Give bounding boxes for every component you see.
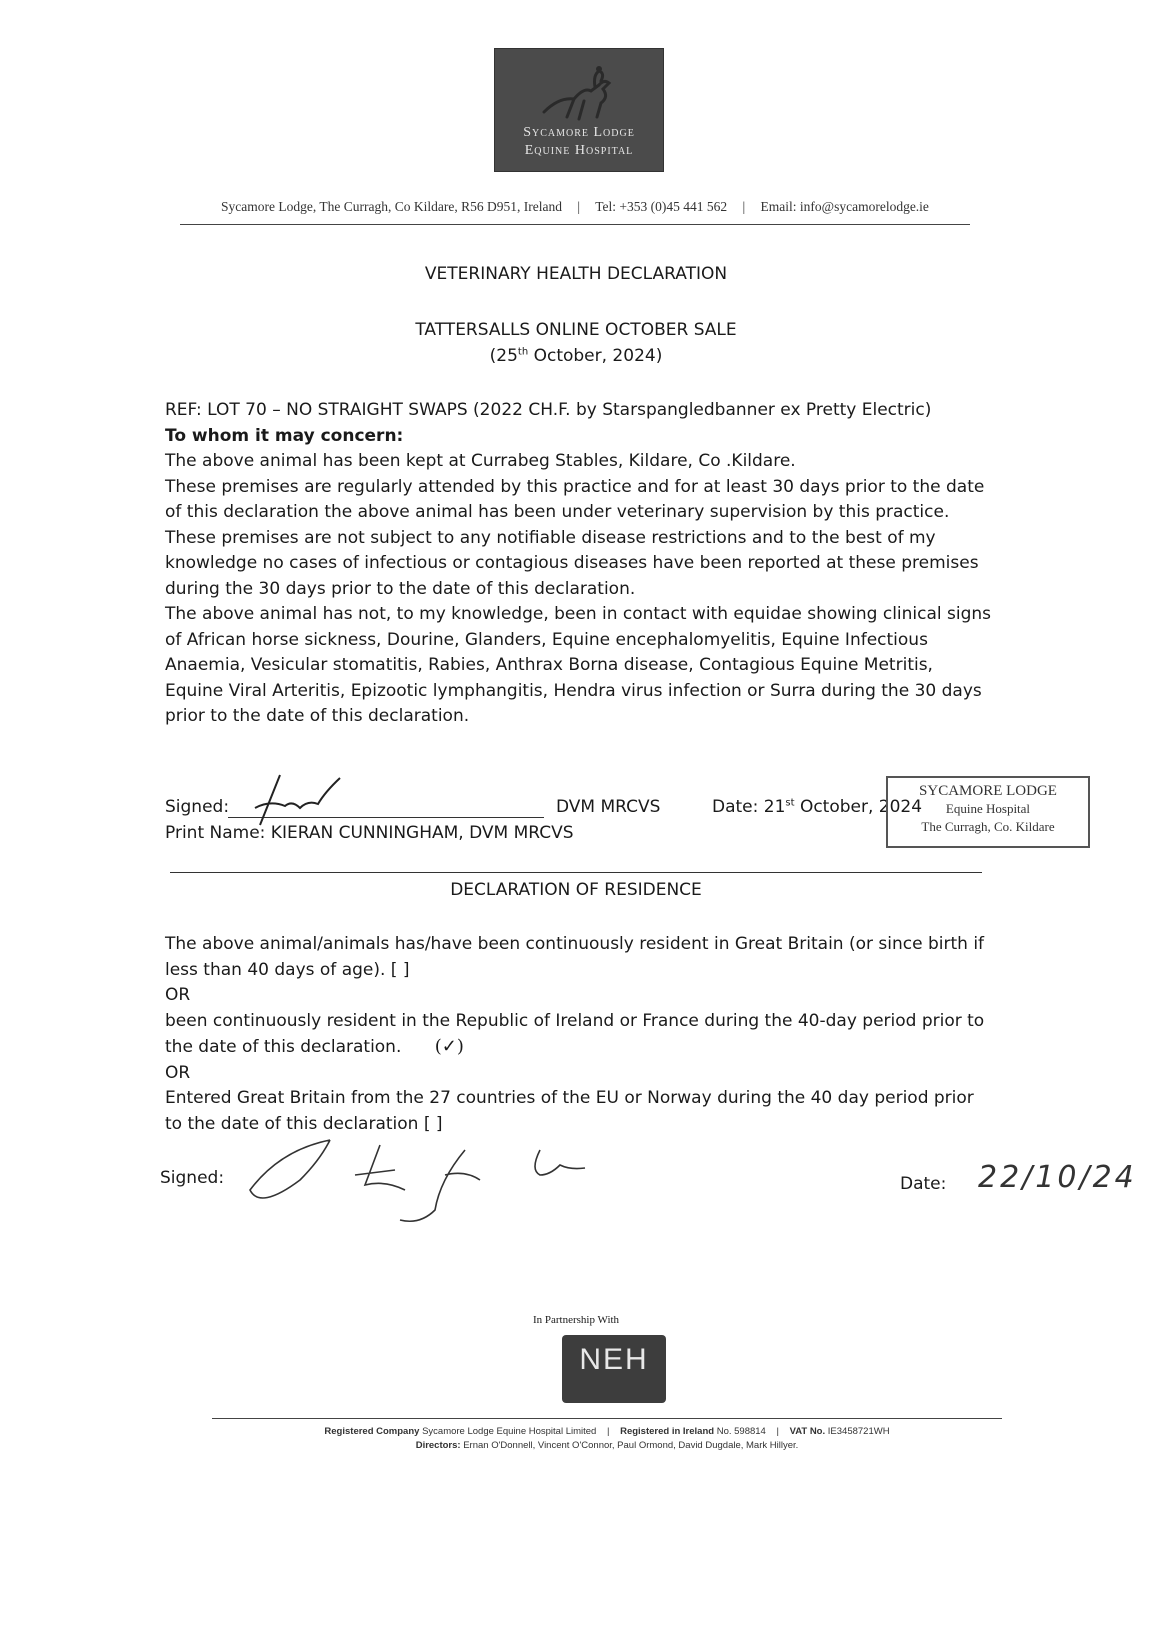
paragraph-supervision: These premises are regularly attended by this practice and for at least 30 days prior to the date of this declaration the above animal has been under veterinary supervision by this practice. [165, 476, 985, 522]
owner-signed-label: Signed: [160, 1168, 225, 1188]
document-title: VETERINARY HEALTH DECLARATION [424, 264, 728, 284]
footer-directors: Directors: Ernan O'Donnell, Vincent O'Connor, Paul Ormond, David Dugdale, Mark Hillyer. [415, 1440, 799, 1451]
header-divider [180, 224, 970, 225]
vet-print-name: Print Name: KIERAN CUNNINGHAM, DVM MRCVS [165, 823, 574, 843]
residence-tick-mark: (✓) [434, 1036, 464, 1057]
vet-signature-scribble [230, 770, 370, 830]
horse-rider-icon [529, 57, 629, 127]
header-email[interactable]: Email: info@sycamorelodge.ie [760, 199, 929, 214]
header-tel: Tel: +353 (0)45 441 562 [595, 199, 728, 214]
vet-signed-label: Signed: [165, 797, 230, 817]
hospital-logo [494, 48, 664, 172]
paragraph-restrictions: These premises are not subject to any notifiable disease restrictions and to the best of my knowledge no cases of infectious or contagious diseases have been reported at these premises during the 30 days prior to the date of this declaration. [165, 527, 979, 599]
footer-divider [212, 1418, 1002, 1419]
residence-option-roi-france: been continuously resident in the Republic of Ireland or France during the 40-day period prior to the date of this declaration. (✓) [165, 1010, 985, 1057]
declaration-body [165, 398, 995, 730]
neh-logo: NEH [562, 1335, 666, 1403]
vet-signature-date: Date: 21st October, 2024 [712, 797, 923, 817]
partnership-caption: In Partnership With [532, 1314, 620, 1326]
residence-or-1: OR [165, 985, 191, 1005]
sale-name: TATTERSALLS ONLINE OCTOBER SALE [415, 320, 737, 340]
header-address: Sycamore Lodge, The Curragh, Co Kildare, R56 D951, Ireland [221, 199, 562, 214]
residence-or-2: OR [165, 1062, 191, 1083]
vet-title-suffix: DVM MRCVS [556, 797, 661, 817]
logo-line-1: Sycamore Lodge [523, 125, 635, 140]
residence-option-gb: The above animal/animals has/have been continuously resident in Great Britain (or since birth if less than 40 days of age). [ ] [165, 934, 985, 980]
header-contact: Sycamore Lodge, The Curragh, Co Kildare, R56 D951, Ireland | Tel: +353 (0)45 441 562 | Email: info@sycamorelodge.ie [221, 199, 929, 214]
footer-registration: Registered Company Sycamore Lodge Equine Hospital Limited | Registered in Ireland No. 598814 | VAT No. IE3458721WH [324, 1426, 890, 1437]
owner-date-label: Date: [900, 1174, 947, 1194]
owner-signature-scribble [240, 1130, 620, 1230]
salutation: To whom it may concern: [165, 425, 404, 446]
logo-line-2: Equine Hospital [524, 143, 634, 158]
lot-reference: REF: LOT 70 – NO STRAIGHT SWAPS (2022 CH.F. by Starspangledbanner ex Pretty Electric) [165, 400, 932, 420]
residence-option-eu: Entered Great Britain from the 27 countries of the EU or Norway during the 40 day period prior to the date of this declaration [ ] [165, 1088, 974, 1134]
paragraph-diseases: The above animal has not, to my knowledge, been in contact with equidae showing clinical signs of African horse sickness, Dourine, Glanders, Equine encephalomyelitis, Equine Infectious Anaemia, Vesicular stomatitis, Rabies, Anthrax Borna disease, Contagious Equine Metritis, Equine Viral Arteritis, Epizootic lymphangitis, Hendra virus infection or Surra during the 30 days prior to the date of this declaration. [165, 604, 992, 726]
sale-date: (25th October, 2024) [489, 346, 663, 366]
owner-date-handwritten: 22/10/24 [978, 1160, 1137, 1195]
residence-title: DECLARATION OF RESIDENCE [450, 880, 702, 900]
paragraph-premises: The above animal has been kept at Currabeg Stables, Kildare, Co .Kildare. [165, 451, 796, 471]
section-divider [170, 872, 982, 873]
residence-body [165, 932, 995, 1137]
hospital-stamp: SYCAMORE LODGE Equine Hospital The Curragh, Co. Kildare [886, 776, 1090, 848]
